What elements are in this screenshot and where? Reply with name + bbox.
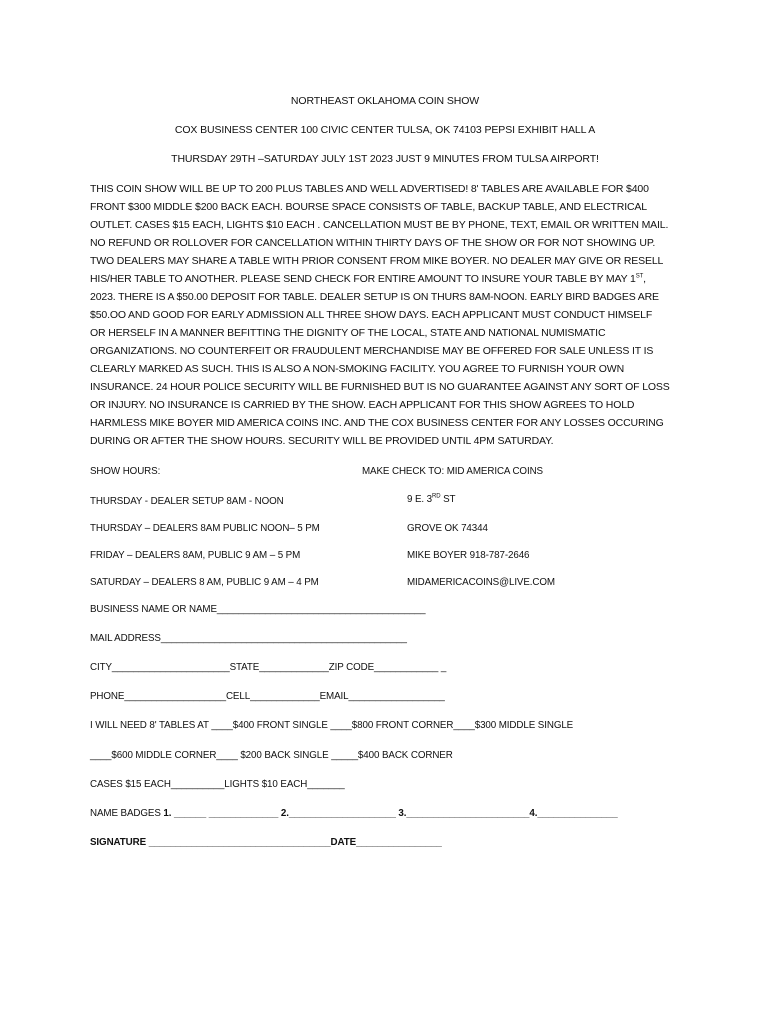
terms-line: TWO DEALERS MAY SHARE A TABLE WITH PRIOR CONSENT FROM MIKE BOYER. NO DEALER MAY GIVE OR RESELL: [90, 255, 664, 267]
terms-line: OR HERSELF IN A MANNER BEFITTING THE DIGNITY OF THE LOCAL, STATE AND NATIONAL NUMISMATIC: [90, 327, 606, 339]
signature-label: SIGNATURE: [90, 837, 149, 848]
terms-line: 2023. THERE IS A $50.00 DEPOSIT FOR TABLE. DEALER SETUP IS ON THURS 8AM-NOON. EARLY BIRD BADGES ARE: [90, 291, 659, 303]
terms-line: OUTLET. CASES $15 EACH, LIGHTS $10 EACH . CANCELLATION MUST BE BY PHONE, TEXT, EMAIL OR WRITTEN MAIL.: [90, 219, 669, 231]
name-badges-blanks[interactable]: 1. ______ _____________ 2.____________________ 3._______________________4._______________: [163, 808, 618, 819]
terms-line: DURING OR AFTER THE SHOW HOURS. SECURITY WILL BE PROVIDED UNTIL 4PM SATURDAY.: [90, 435, 554, 447]
terms-paragraph: [90, 180, 690, 450]
show-dates: THURSDAY 29TH –SATURDAY JULY 1ST 2023 JUST 9 MINUTES FROM TULSA AIRPORT!: [171, 153, 599, 165]
terms-line: FRONT $300 MIDDLE $200 BACK EACH. BOURSE SPACE CONSISTS OF TABLE, BACKUP TABLE, AND ELECTRICAL: [90, 201, 647, 213]
name-badges-label: NAME BADGES: [90, 808, 164, 819]
hours-saturday: SATURDAY – DEALERS 8 AM, PUBLIC 9 AM – 4 PM: [90, 577, 319, 588]
payee-phone: MIKE BOYER 918-787-2646: [407, 550, 530, 561]
business-name-field[interactable]: BUSINESS NAME OR NAME_______________________________________: [90, 604, 426, 615]
signature-date-field[interactable]: [90, 837, 442, 848]
city-state-zip-field[interactable]: CITY______________________STATE_____________ZIP CODE____________ _: [90, 662, 447, 673]
terms-line: THIS COIN SHOW WILL BE UP TO 200 PLUS TABLES AND WELL ADVERTISED! 8' TABLES ARE AVAILABLE FOR $400: [90, 183, 649, 195]
show-location: COX BUSINESS CENTER 100 CIVIC CENTER TULSA, OK 74103 PEPSI EXHIBIT HALL A: [174, 124, 596, 136]
terms-line: HARMLESS MIKE BOYER MID AMERICA COINS INC. AND THE COX BUSINESS CENTER FOR ANY LOSSES OCCURING: [90, 417, 664, 429]
hours-friday: FRIDAY – DEALERS 8AM, PUBLIC 9 AM – 5 PM: [90, 550, 301, 561]
payee-heading: MAKE CHECK TO: MID AMERICA COINS: [362, 466, 543, 477]
tables-selection-line-2[interactable]: ____$600 MIDDLE CORNER____ $200 BACK SINGLE _____$400 BACK CORNER: [90, 750, 453, 761]
terms-line: NO REFUND OR ROLLOVER FOR CANCELLATION WITHIN THIRTY DAYS OF THE SHOW OR FOR NOT SHOWING UP.: [90, 237, 656, 249]
phone-cell-email-field[interactable]: PHONE___________________CELL_____________EMAIL__________________: [90, 691, 445, 702]
tables-selection-line-1[interactable]: I WILL NEED 8' TABLES AT ____$400 FRONT SINGLE ____$800 FRONT CORNER____$300 MIDDLE SINGLE: [90, 720, 574, 731]
terms-line-may: HIS/HER TABLE TO ANOTHER. PLEASE SEND CHECK FOR ENTIRE AMOUNT TO INSURE YOUR TABLE BY MAY 1ST,: [90, 273, 646, 285]
payee-city: GROVE OK 74344: [407, 523, 488, 534]
name-badges-field[interactable]: [90, 808, 618, 819]
terms-line: INSURANCE. 24 HOUR POLICE SECURITY WILL BE FURNISHED BUT IS NO GUARANTEE AGAINST ANY SORT OF LOSS: [90, 381, 670, 393]
mail-address-field[interactable]: MAIL ADDRESS______________________________________________: [90, 633, 407, 644]
payee-street: 9 E. 3RD ST: [407, 493, 456, 505]
cases-lights-field[interactable]: CASES $15 EACH__________LIGHTS $10 EACH_______: [90, 779, 345, 790]
terms-line: $50.OO AND GOOD FOR EARLY ADMISSION ALL THREE SHOW DAYS. EACH APPLICANT MUST CONDUCT HIMSELF: [90, 309, 653, 321]
hours-thursday-setup: THURSDAY - DEALER SETUP 8AM - NOON: [90, 496, 284, 507]
terms-line: ORGANIZATIONS. NO COUNTERFEIT OR FRAUDULENT MERCHANDISE MAY BE OFFERED FOR SALE UNLESS IT IS: [90, 345, 654, 357]
hours-thursday: THURSDAY – DEALERS 8AM PUBLIC NOON– 5 PM: [90, 523, 320, 534]
payee-email: MIDAMERICACOINS@LIVE.COM: [407, 577, 555, 588]
signature-date-blanks[interactable]: __________________________________DATE________________: [148, 837, 442, 848]
show-title: NORTHEAST OKLAHOMA COIN SHOW: [290, 95, 480, 107]
terms-line: CLEARLY MARKED AS SUCH. THIS IS ALSO A NON-SMOKING FACILITY. YOU AGREE TO FURNISH YOUR OWN: [90, 363, 625, 375]
show-hours-heading: SHOW HOURS:: [90, 466, 161, 477]
terms-line: OR INJURY. NO INSURANCE IS CARRIED BY THE SHOW. EACH APPLICANT FOR THIS SHOW AGREES TO HOLD: [90, 399, 635, 411]
